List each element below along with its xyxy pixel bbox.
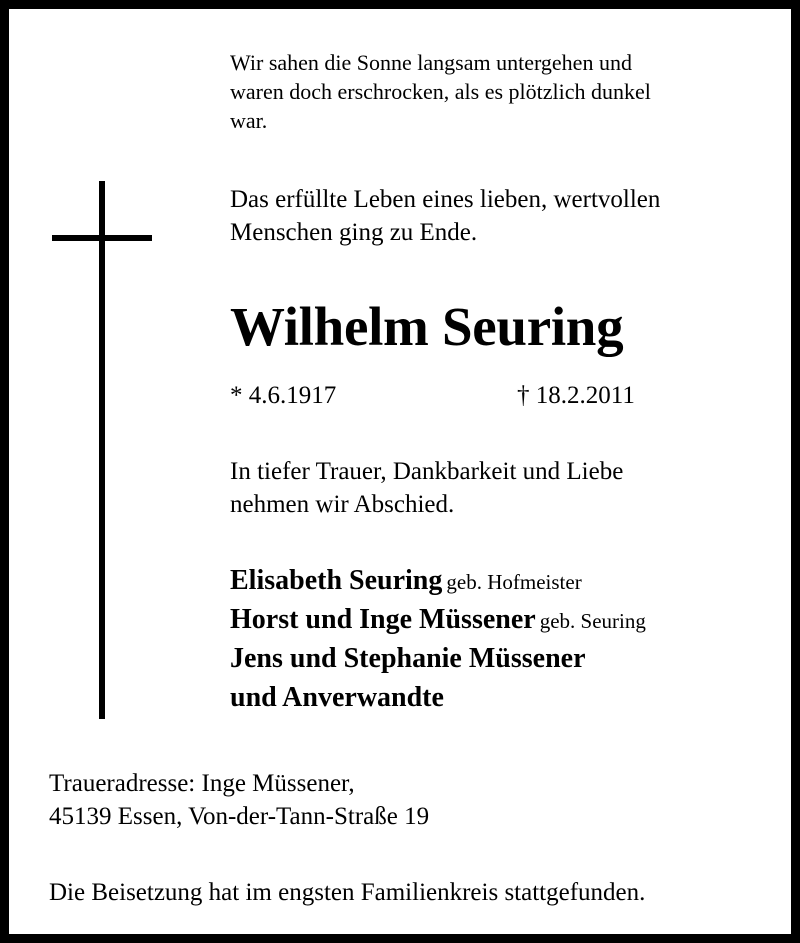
death-date: † 18.2.2011 [517,382,635,409]
burial-notice: Die Beisetzung hat im engsten Familienkreis stattgefunden. [49,879,646,906]
mourning-line: nehmen wir Abschied. [230,491,455,518]
family-member [230,600,790,639]
mourning-line: In tiefer Trauer, Dankbarkeit und Liebe [230,458,624,485]
mourning-address [49,767,649,833]
family-member-name: Jens und Stephanie Müssener [230,643,586,674]
life-line: Das erfüllte Leben eines lieben, wertvollen [230,186,661,213]
family-member [230,639,790,678]
family-member-name: Horst und Inge Müssener [230,604,536,635]
cross-vertical-bar [99,181,105,719]
family-member-note: geb. Seuring [539,609,646,633]
mourning-text [230,455,750,521]
family-list [230,561,790,717]
family-member-note: geb. Hofmeister [446,570,582,594]
address-line: 45139 Essen, Von-der-Tann-Straße 19 [49,803,430,830]
life-line: Menschen ging zu Ende. [230,219,478,246]
family-member [230,678,790,717]
verse-text [230,48,750,135]
address-line: Traueradresse: Inge Müssener, [49,770,355,797]
cross-horizontal-bar [52,235,152,241]
cross-icon [52,181,152,719]
verse-line: waren doch erschrocken, als es plötzlich dunkel [230,79,651,104]
verse-line: war. [230,108,268,133]
verse-line: Wir sahen die Sonne langsam untergehen und [230,50,632,75]
deceased-name: Wilhelm Seuring [230,296,624,357]
family-member-name: Elisabeth Seuring [230,565,443,596]
birth-date: * 4.6.1917 [230,382,337,409]
life-text [230,183,750,249]
family-member-name: und Anverwandte [230,682,444,713]
family-member [230,561,790,600]
